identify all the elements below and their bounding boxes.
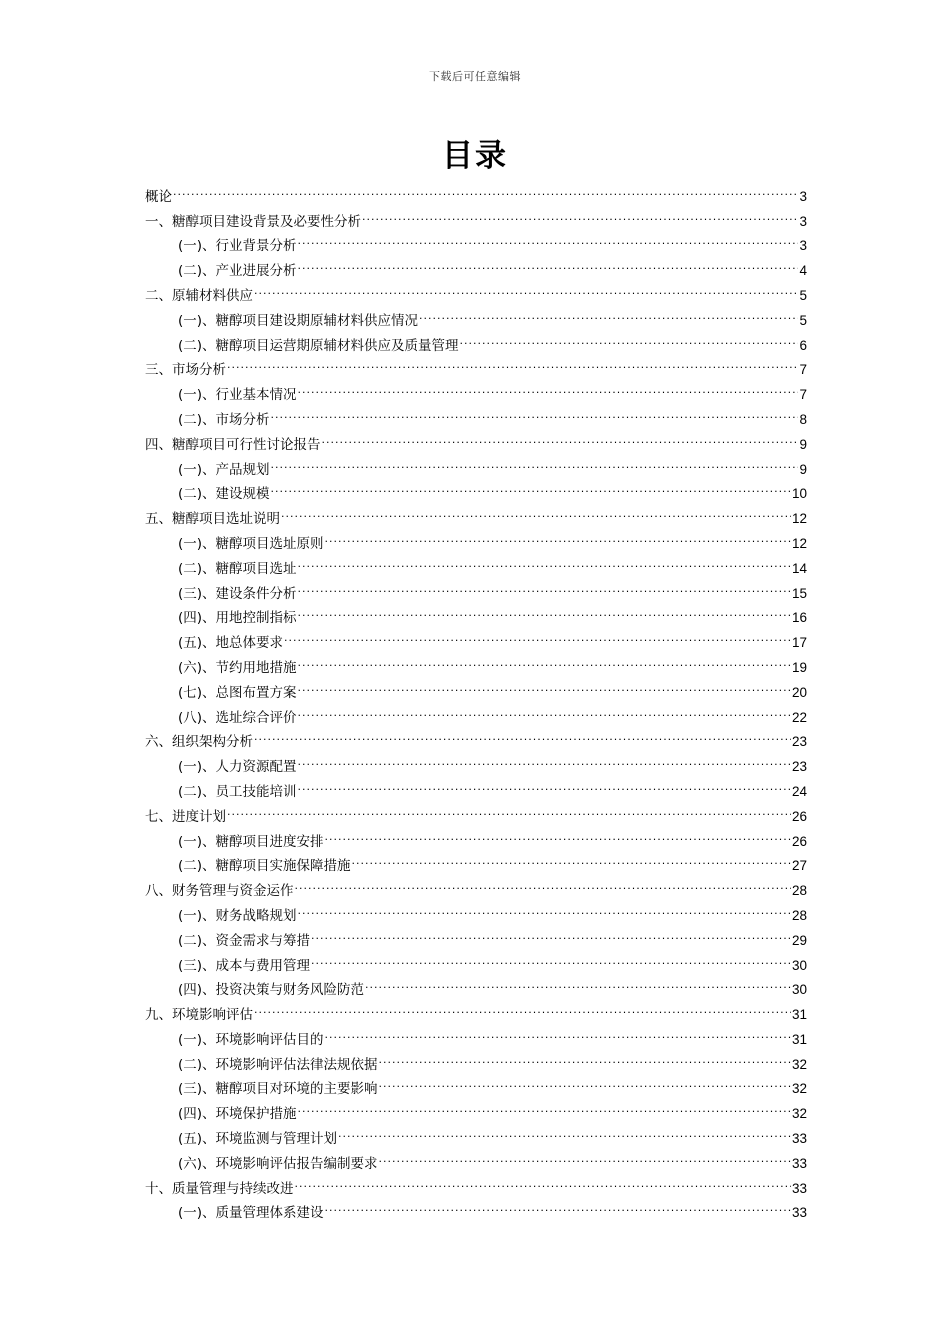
toc-entry-page-number: 7 [799,387,807,403]
toc-entry-label: 三、市场分析 [145,362,226,379]
toc-dot-leader [460,325,799,350]
toc-entry-label: (二)、市场分析 [178,411,270,428]
toc-entry-page-number: 29 [791,932,807,948]
toc-dot-leader [254,994,791,1019]
toc-entry-label: 四、糖醇项目可行性讨论报告 [145,436,321,453]
toc-entry-page-number: 33 [791,1155,807,1171]
toc-entry-label: (四)、环境保护措施 [178,1106,297,1123]
toc-entry-label: (六)、节约用地措施 [178,659,297,676]
toc-entry-label: (七)、总图布置方案 [178,684,297,701]
toc-entry-label: (一)、环境影响评估目的 [178,1031,324,1048]
toc-entry-page-number: 32 [791,1056,807,1072]
toc-entry-label: (一)、人力资源配置 [178,759,297,776]
toc-entry-label: (二)、建设规模 [178,486,270,503]
toc-entry-label: 五、糖醇项目选址说明 [145,511,280,528]
toc-entry-page-number: 9 [799,461,807,477]
toc-dot-leader [298,573,791,598]
toc-dot-leader [325,821,791,846]
toc-entry-page-number: 33 [791,1205,807,1221]
toc-entry[interactable] [145,201,807,230]
toc-dot-leader [227,350,798,375]
toc-entry-page-number: 31 [791,1007,807,1023]
toc-entry-page-number: 5 [799,287,807,303]
toc-dot-leader [295,870,791,895]
toc-dot-leader [311,945,791,970]
toc-entry[interactable] [145,350,807,379]
toc-entry-label: 十、质量管理与持续改进 [145,1180,294,1197]
toc-entry[interactable] [145,176,807,205]
toc-entry-label: (二)、员工技能培训 [178,783,297,800]
toc-dot-leader [338,1118,791,1143]
toc-entry-page-number: 14 [791,560,807,576]
toc-entry-page-number: 5 [799,312,807,328]
toc-entry-page-number: 27 [791,858,807,874]
toc-entry-page-number: 26 [791,833,807,849]
toc-entry-label: (一)、糖醇项目建设期原辅材料供应情况 [178,312,419,329]
toc-entry-label: (一)、行业背景分析 [178,238,297,255]
toc-entry-page-number: 8 [799,411,807,427]
toc-entry-label: (三)、糖醇项目对环境的主要影响 [178,1081,378,1098]
toc-entry-label: (一)、糖醇项目进度安排 [178,833,324,850]
toc-entry-page-number: 12 [791,535,807,551]
toc-entry-label: (四)、投资决策与财务风险防范 [178,982,365,999]
toc-dot-leader [298,548,791,573]
toc-dot-leader [322,424,799,449]
table-of-contents [145,176,807,1222]
toc-dot-leader [362,201,798,226]
toc-dot-leader [254,275,798,300]
page-title: 目录 [442,138,508,174]
toc-entry-label: (二)、糖醇项目实施保障措施 [178,858,351,875]
toc-entry-page-number: 3 [799,238,807,254]
toc-entry-label: (二)、产业进展分析 [178,263,297,280]
toc-dot-leader [311,920,791,945]
toc-entry-page-number: 3 [799,188,807,204]
toc-dot-leader [298,598,791,623]
toc-dot-leader [379,1143,791,1168]
toc-dot-leader [284,622,791,647]
toc-entry-label: (一)、产品规划 [178,461,270,478]
toc-dot-leader [298,250,799,275]
toc-dot-leader [227,796,791,821]
toc-entry-label: (八)、选址综合评价 [178,709,297,726]
toc-dot-leader [295,1168,791,1193]
toc-entry-page-number: 16 [791,610,807,626]
toc-dot-leader [298,771,791,796]
toc-dot-leader [325,1019,791,1044]
toc-entry-label: (二)、糖醇项目选址 [178,560,297,577]
toc-entry-label: 七、进度计划 [145,808,226,825]
toc-dot-leader [271,449,799,474]
toc-entry-page-number: 20 [791,684,807,700]
toc-entry-page-number: 4 [799,263,807,279]
toc-dot-leader [298,226,799,251]
toc-dot-leader [419,300,798,325]
toc-entry-page-number: 24 [791,783,807,799]
toc-dot-leader [271,474,791,499]
toc-entry-page-number: 23 [791,734,807,750]
toc-entry-page-number: 33 [791,1180,807,1196]
toc-entry-page-number: 26 [791,808,807,824]
toc-entry-page-number: 19 [791,659,807,675]
toc-entry-label: (一)、质量管理体系建设 [178,1205,324,1222]
toc-entry-label: (二)、环境影响评估法律法规依据 [178,1056,378,1073]
toc-dot-leader [365,970,791,995]
header-note: 下载后可任意编辑 [429,70,521,83]
toc-entry-label: (六)、环境影响评估报告编制要求 [178,1155,378,1172]
toc-entry-page-number: 33 [791,1131,807,1147]
toc-dot-leader [298,647,791,672]
toc-entry-page-number: 15 [791,585,807,601]
toc-entry-page-number: 30 [791,957,807,973]
toc-entry-label: (五)、地总体要求 [178,635,284,652]
toc-entry-page-number: 17 [791,635,807,651]
toc-dot-leader [271,399,799,424]
toc-entry-label: 六、组织架构分析 [145,734,253,751]
toc-entry-label: (一)、糖醇项目选址原则 [178,535,324,552]
toc-entry-page-number: 22 [791,709,807,725]
toc-entry-page-number: 28 [791,907,807,923]
toc-entry-label: (四)、用地控制指标 [178,610,297,627]
toc-dot-leader [298,1093,791,1118]
toc-entry-page-number: 31 [791,1031,807,1047]
toc-entry-page-number: 32 [791,1081,807,1097]
toc-dot-leader [254,722,791,747]
toc-entry-page-number: 32 [791,1106,807,1122]
toc-entry-page-number: 30 [791,982,807,998]
toc-entry-label: (一)、行业基本情况 [178,387,297,404]
toc-dot-leader [281,498,791,523]
toc-entry-label: 八、财务管理与资金运作 [145,883,294,900]
toc-entry-label: 二、原辅材料供应 [145,287,253,304]
toc-dot-leader [325,1193,791,1218]
toc-dot-leader [352,846,791,871]
toc-entry-page-number: 3 [799,213,807,229]
toc-entry[interactable] [145,374,807,404]
toc-dot-leader [173,176,798,201]
toc-dot-leader [298,895,791,920]
toc-entry-page-number: 7 [799,362,807,378]
toc-dot-leader [379,1069,791,1094]
toc-entry-page-number: 10 [791,486,807,502]
toc-entry-label: (二)、糖醇项目运营期原辅材料供应及质量管理 [178,337,459,354]
toc-entry-label: 九、环境影响评估 [145,1007,253,1024]
toc-entry-label: (三)、建设条件分析 [178,585,297,602]
toc-entry-page-number: 12 [791,511,807,527]
toc-entry-page-number: 9 [799,436,807,452]
toc-entry[interactable] [145,821,807,850]
toc-dot-leader [379,1044,791,1069]
toc-dot-leader [298,374,799,399]
toc-dot-leader [298,746,791,771]
toc-dot-leader [298,672,791,697]
toc-dot-leader [298,697,791,722]
toc-entry-label: (三)、成本与费用管理 [178,957,311,974]
toc-entry-label: 概论 [145,188,172,205]
toc-entry-page-number: 6 [799,337,807,353]
toc-dot-leader [325,523,791,548]
toc-entry-label: (二)、资金需求与筹措 [178,932,311,949]
toc-entry-page-number: 23 [791,759,807,775]
toc-entry-label: 一、糖醇项目建设背景及必要性分析 [145,213,361,230]
toc-entry-label: (一)、财务战略规划 [178,907,297,924]
toc-entry[interactable] [145,796,807,825]
toc-entry-label: (五)、环境监测与管理计划 [178,1131,338,1148]
toc-entry-page-number: 28 [791,883,807,899]
